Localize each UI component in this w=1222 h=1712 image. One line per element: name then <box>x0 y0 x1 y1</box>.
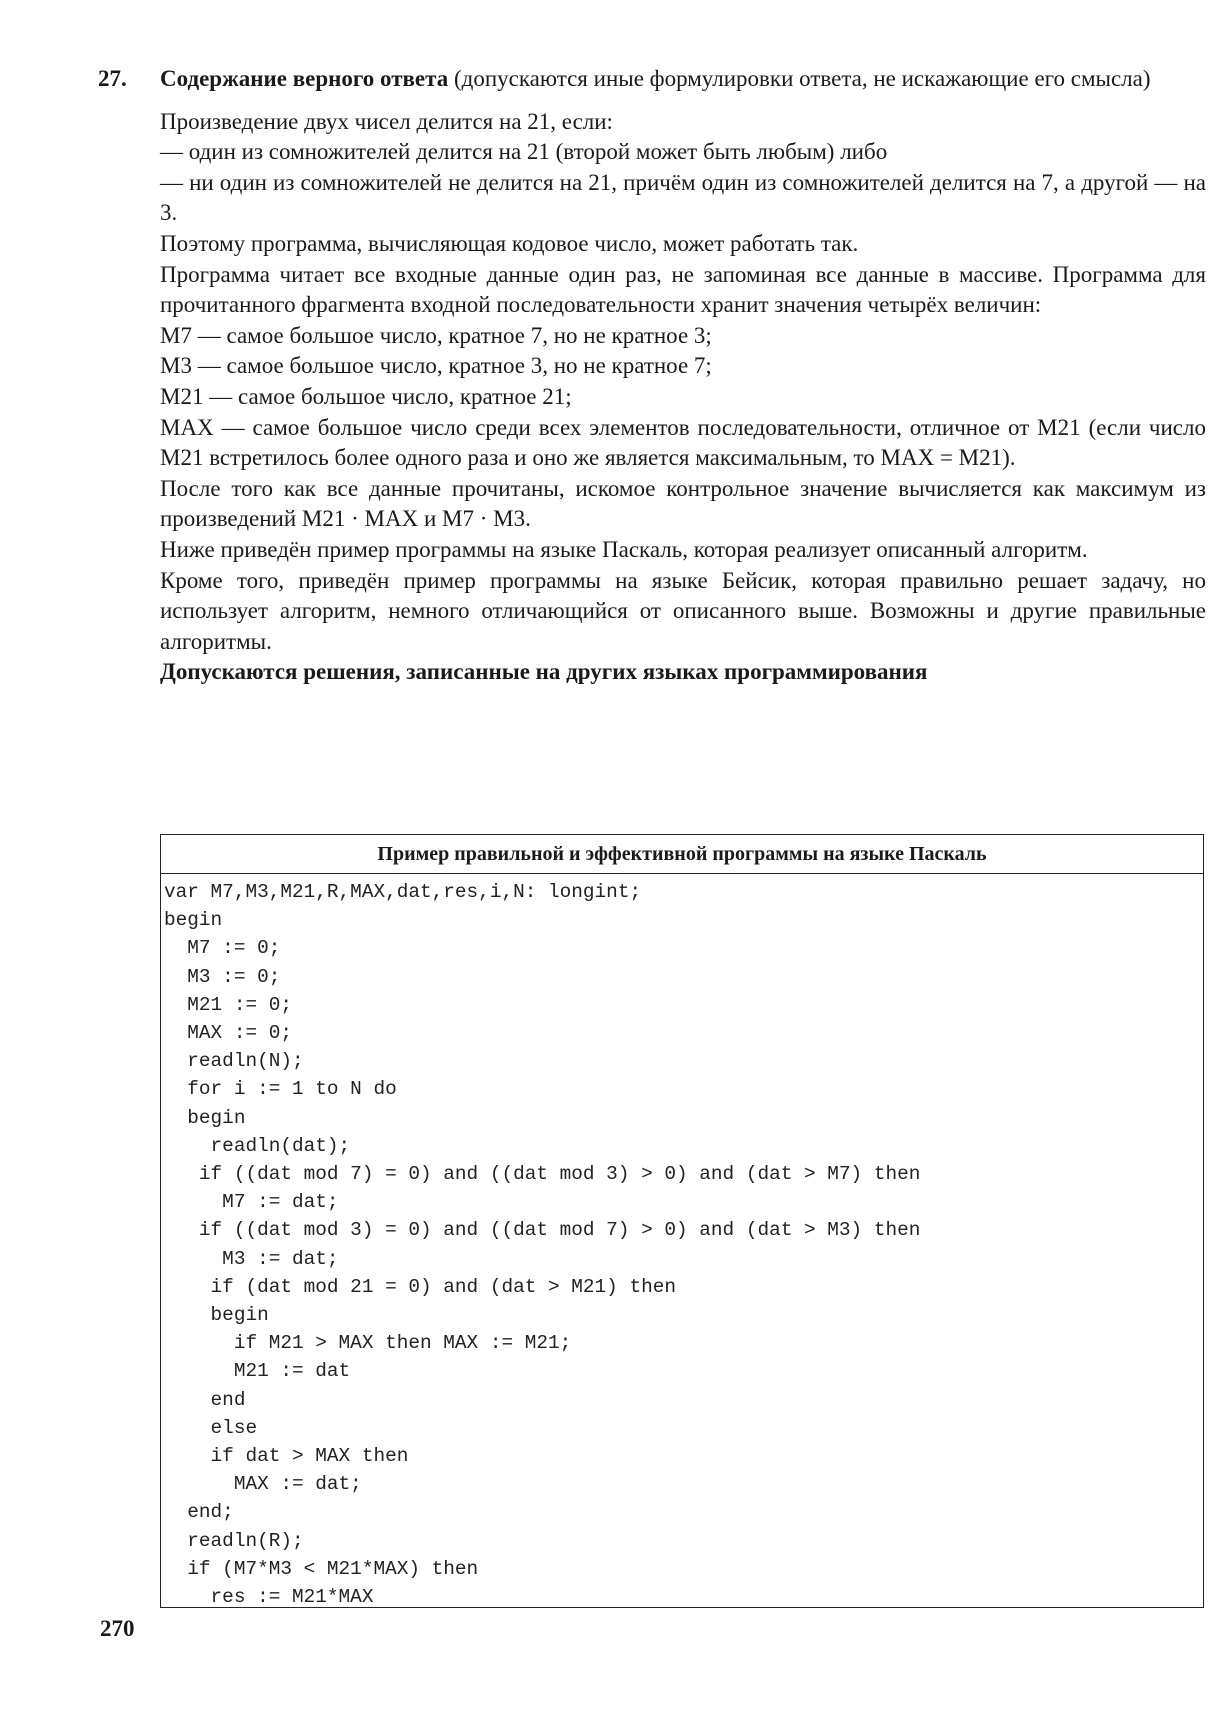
page-number: 270 <box>100 1616 135 1641</box>
paragraph-1: Произведение двух чисел делится на 21, если: <box>160 108 613 134</box>
paragraph-11: Ниже приведён пример программы на языке Паскаль, которая реализует описанный алгоритм. <box>160 536 1088 562</box>
task-heading-bold: Содержание верного ответа <box>160 66 449 91</box>
paragraph-8: M21 — самое большое число, кратное 21; <box>160 383 572 409</box>
task-heading <box>160 64 1206 95</box>
paragraph-7: M3 — самое большое число, кратное 3, но не кратное 7; <box>160 353 712 379</box>
task-text <box>160 64 1206 688</box>
bold-note: Допускаются решения, записанные на других языках программирования <box>160 659 928 685</box>
paragraph-9: MAX — самое большое число среди всех элементов последовательности, отличное от M21 (если число M21 встретилось более одного раза и оно же является максимальным, то MAX = M21). <box>160 414 1206 471</box>
paragraph-12: Кроме того, приведён пример программы на языке Бейсик, которая правильно решает задачу, но использует алгоритм, немного отличающийся от описанного выше. Возможны и другие правильные алгоритмы. <box>160 567 1206 654</box>
paragraph-10: После того как все данные прочитаны, искомое контрольное значение вычисляется как максимум из произведений M21 · MAX и M7 · M3. <box>160 475 1206 532</box>
paragraph-2: — один из сомножителей делится на 21 (второй может быть любым) либо <box>160 139 888 165</box>
task-heading-rest: (допускаются иные формулировки ответа, не искажающие его смысла) <box>448 66 1151 91</box>
paragraph-5: Программа читает все входные данные один раз, не запоминая все данные в массиве. Программа для прочитанного фрагмента входной последовательности хранит значения четырёх величин: <box>160 261 1206 318</box>
task-number: 27. <box>98 66 127 91</box>
code-box-title: Пример правильной и эффективной программы на языке Паскаль <box>161 835 1203 874</box>
paragraph-3: — ни один из сомножителей не делится на 21, причём один из сомножителей делится на 7, а другой — на 3. <box>160 169 1206 226</box>
paragraph-6: M7 — самое большое число, кратное 7, но не кратное 3; <box>160 322 712 348</box>
paragraph-4: Поэтому программа, вычисляющая кодовое число, может работать так. <box>160 230 859 256</box>
pascal-code-box <box>160 834 1204 1608</box>
pascal-code: var M7,M3,M21,R,MAX,dat,res,i,N: longint; begin M7 := 0; M3 := 0; M21 := 0; MAX := 0; readln(N); for i := 1 to N do begin readln(dat); if ((dat mod 7) = 0) and ((dat mod 3) > 0) and (dat > M7) then M7 := dat; if ((dat mod 3) = 0) and ((dat mod 7) > 0) and (dat > M3) then M3 := dat; if (dat mod 21 = 0) and (dat > M21) then begin if M21 > MAX then MAX := M21; M21 := dat end else if dat > MAX then MAX := dat; end; readln(R); if (M7*M3 < M21*MAX) then res := M21*MAX <box>164 881 921 1609</box>
